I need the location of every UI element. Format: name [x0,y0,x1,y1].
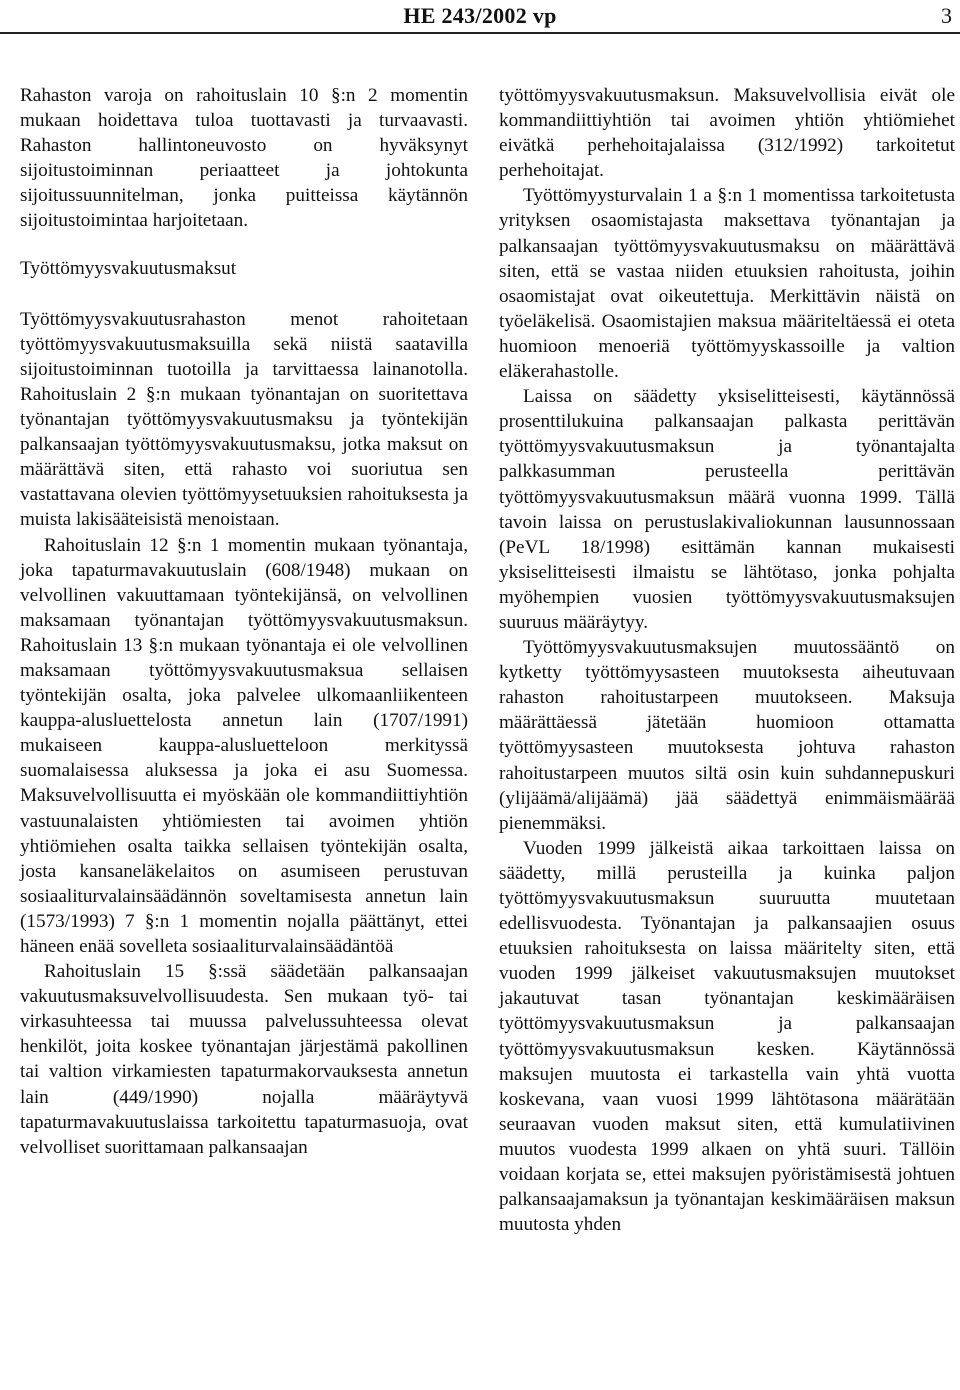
page-number: 3 [941,3,952,28]
paragraph-employee-obligation: Rahoituslain 15 §:ssä säädetään palkansaajan vakuutusmaksuvelvollisuudesta. Sen mukaan työ- tai virkasuhteessa tai muussa palvelussuhteessa olevat henkilöt, joita koskee työnantajan järjestämä pakollinen tai valtion virkamiesten tapaturmakorvauksesta annetun lain (449/1990) nojalla määräytyvä tapaturmavakuutuslaissa tarkoitettu tapaturmasuoja, ovat velvolliset suorittamaan palkansaajan [20,961,468,1158]
document-id: HE 243/2002 vp [403,3,557,28]
paragraph-part-owners: Työttömyysturvalain 1 a §:n 1 momentissa tarkoitetusta yrityksen osaomistajasta maksettava työnantajan ja palkansaajan työttömyysvakuutusmaksu on määrättävä siten, että se vastaa niiden etuuksien rahoitusta, joihin osaomistajat ovat oikeutettuja. Merkittävin näistä on työeläkelisä. Osaomistajien maksua määriteltäessä ei oteta huomioon menoeriä työttömyyskassoille ja valtion eläkerahastolle. [499,185,955,383]
page-header [0,0,960,40]
paragraph-fund-expenses: Työttömyysvakuutusrahaston menot rahoitetaan työttömyysvakuutusmaksuilla sekä niistä saatavilla sijoitustoiminnan tuotoilla ja tarvittaessa lainanotolla. Rahoituslain 2 §:n mukaan työnantajan on suoritettava työnantajan työttömyysvakuutusmaksu ja työntekijän palkansaajan työttömyysvakuutusmaksu, jotka maksut on määrättävä siten, että rahasto voi suoriutua sen vastattavana olevien työttömyysetuuksien rahoituksesta ja muista lakisääteisistä menoistaan. [20,308,468,531]
paragraph-1999-rates: Laissa on säädetty yksiselitteisesti, käytännössä prosenttilukuina palkansaajan palkasta perittävän työttömyysvakuutusmaksun ja työnantajalta palkkasumman perusteella perittävän työttömyysvakuutusmaksun määrä vuonna 1999. Tällä tavoin laissa on perustuslakivaliokunnan lausunnossaan (PeVL 18/1998) esittämän kannan mukaisesti yksiselitteisesti ilmaistu se lähtötaso, jonka pohjalta myöhempien vuosien työttömyysvakuutusmaksujen suuruus määräytyy. [499,386,955,633]
left-column [20,83,468,1160]
paragraph-exemptions: työttömyysvakuutusmaksun. Maksuvelvollisia eivät ole kommandiittiyhtiön tai avoimen yhtiön yhtiömiehet eivätkä perhehoitajalaissa (312/1992) tarkoitetut perhehoitajat. [499,85,955,182]
paragraph-fund-assets: Rahaston varoja on rahoituslain 10 §:n 2 momentin mukaan hoidettava tuloa tuottavasti ja turvaavasti. Rahaston hallintoneuvosto on hyväksynyt sijoitustoiminnan periaatteet ja johtokunta sijoitussuunnitelman, jonka puitteissa käytännön sijoitustoimintaa harjoitetaan. [20,85,468,232]
right-column [499,83,955,1237]
paragraph-adjustment-rule: Työttömyysvakuutusmaksujen muutossääntö on kytketty työttömyysasteen muutoksesta aiheutuvaan rahaston rahoitustarpeen muutokseen. Maksuja määrättäessä jätetään huomioon ottamatta työttömyysasteen muutoksesta johtuva rahaston rahoitustarpeen muutos siltä osin kuin suhdannepuskuri (ylijäämä/alijäämä) jää säädettyä enimmäismäärää pienemmäksi. [499,637,955,834]
paragraph-post-1999: Vuoden 1999 jälkeistä aikaa tarkoittaen laissa on säädetty, millä perusteilla ja kuinka paljon työttömyysvakuutusmaksun suuruutta muutetaan edellisvuodesta. Työnantajan ja palkansaajien osuus etuuksien rahoituksesta on laissa määritelty siten, että vuoden 1999 jälkeiset vakuutusmaksujen muutokset jakautuvat tasan työnantajan keskimääräisen työttömyysvakuutusmaksun ja palkansaajan työttömyysvakuutusmaksun kesken. Käytännössä maksujen muutosta ei tarkastella vain yhtä vuotta koskevana, vaan vuosi 1999 lähtötasona määrätään seuraavan vuoden maksut siten, että kumulatiivinen muutos vuodesta 1999 alkaen on yhtä suuri. Tällöin voidaan korjata se, ettei maksujen pyöristämisestä johtuen palkansaajamaksun ja työnantajan keskimääräisen maksun muutosta yhden [499,837,955,1236]
header-divider [0,32,960,34]
section-heading: Työttömyysvakuutusmaksut [20,257,237,279]
paragraph-employer-obligation: Rahoituslain 12 §:n 1 momentin mukaan työnantaja, joka tapaturmavakuutuslain (608/1948) mukaan on velvollinen vakuuttamaan työntekijänsä, on velvollinen maksamaan työnantajan työttömyysvakuutusmaksun. Rahoituslain 13 §:n mukaan työnantaja ei ole velvollinen maksamaan työttömyysvakuutusmaksua sellaisen työntekijän osalta, joka palvelee ulkomaanliikenteen kauppa-alusluettelosta annetun lain (1707/1991) mukaiseen kauppa-alusluetteloon merkityssä suomalaisessa aluksessa ja joka ei asu Suomessa. Maksuvelvollisuutta ei myöskään ole kommandiittiyhtiön vastuunalaisten yhtiömiesten tai avoimen yhtiön yhtiömiehen osalta taikka sellaisen työntekijän osalta, josta kansaneläkelaitos on asumiseen perustuvan sosiaaliturvalainsäädännön soveltamisesta annetun lain (1573/1993) 7 §:n 1 momentin nojalla päättänyt, ettei häneen enää sovelleta sosiaaliturvalainsäädäntöä [20,534,468,957]
